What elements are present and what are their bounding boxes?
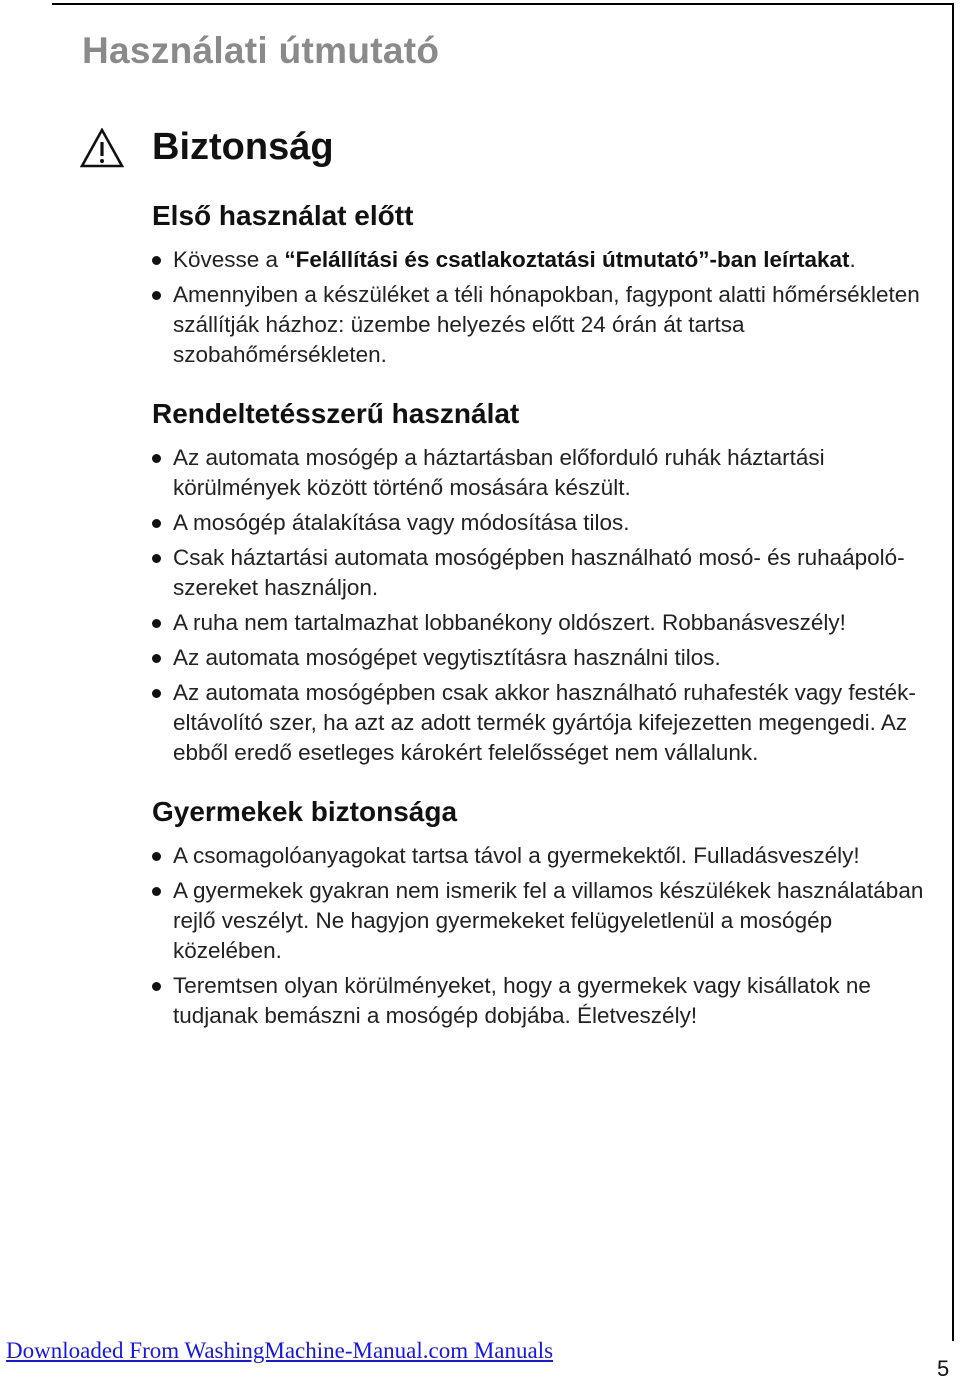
item-text: Az automata mosógép a háztartásban előforduló ruhák háztartási körülmények között történő mosására készült. [173, 445, 825, 500]
list-item [152, 543, 942, 603]
child-safety-list [152, 841, 942, 1031]
bullet-icon [152, 256, 161, 265]
list-item [152, 608, 942, 638]
item-text: Kövesse a [173, 247, 285, 272]
bullet-icon [152, 554, 161, 563]
item-text: . [849, 247, 856, 272]
bullet-icon [152, 619, 161, 628]
bullet-icon [152, 887, 161, 896]
list-item [152, 678, 942, 768]
bullet-icon [152, 519, 161, 528]
list-item [152, 971, 942, 1031]
item-text: A gyermekek gyakran nem ismerik fel a villamos készülékek használatában rejlő veszélyt. Ne hagyjon gyermekeket felügyeletlenül a mosógép közelében. [173, 878, 924, 963]
manual-reference: “Felállítási és csatlakoztatási útmutató”-ban leírtakat [284, 247, 850, 272]
bullet-icon [152, 654, 161, 663]
warning-triangle-icon [80, 128, 124, 168]
document-title: Használati útmutató [82, 30, 440, 71]
list-item [152, 245, 942, 275]
subsection-heading-child-safety: Gyermekek biztonsága [152, 796, 458, 827]
page-number: 5 [937, 1356, 950, 1381]
item-text: Az automata mosógépet vegytisztításra használni tilos. [173, 645, 721, 670]
first-use-list [152, 245, 942, 370]
list-item [152, 841, 942, 871]
item-text: A mosógép átalakítása vagy módosítása tilos. [173, 510, 630, 535]
item-text: Amennyiben a készüléket a téli hónapokban, fagypont alatti hőmérsékleten szállítják házhoz: üzembe helyezés előtt 24 órán át tartsa szobahőmérsékleten. [173, 282, 920, 367]
list-item [152, 876, 942, 966]
list-item [152, 280, 942, 370]
section-title: Biztonság [152, 126, 334, 168]
list-item [152, 508, 942, 538]
item-text: A csomagolóanyagokat tartsa távol a gyermekektől. Fulladásveszély! [173, 843, 860, 868]
item-text: Csak háztartási automata mosógépben használható mosó- és ruhaápoló-szereket használjon. [173, 545, 905, 600]
subsection-heading-first-use: Első használat előtt [152, 200, 414, 231]
download-source-link[interactable]: Downloaded From WashingMachine-Manual.com Manuals [6, 1338, 554, 1363]
bullet-icon [152, 852, 161, 861]
bullet-icon [152, 689, 161, 698]
intended-use-list [152, 443, 942, 768]
item-text: Az automata mosógépben csak akkor használható ruhafesték vagy festék-eltávolító szer, ha azt az adott termék gyártója kifejezetten megengedi. Az ebből eredő esetleges károkért felelősséget nem vállalunk. [173, 680, 916, 765]
list-item [152, 443, 942, 503]
right-border-rule [952, 3, 954, 1341]
bullet-icon [152, 982, 161, 991]
item-text: Teremtsen olyan körülményeket, hogy a gyermekek vagy kisállatok ne tudjanak bemászni a mosógép dobjába. Életveszély! [173, 973, 871, 1028]
bullet-icon [152, 291, 161, 300]
item-text: A ruha nem tartalmazhat lobbanékony oldószert. Robbanásveszély! [173, 610, 846, 635]
safety-content [152, 198, 942, 1036]
list-item [152, 643, 942, 673]
subsection-heading-intended-use: Rendeltetésszerű használat [152, 398, 520, 429]
bullet-icon [152, 454, 161, 463]
top-border-rule [52, 3, 954, 5]
